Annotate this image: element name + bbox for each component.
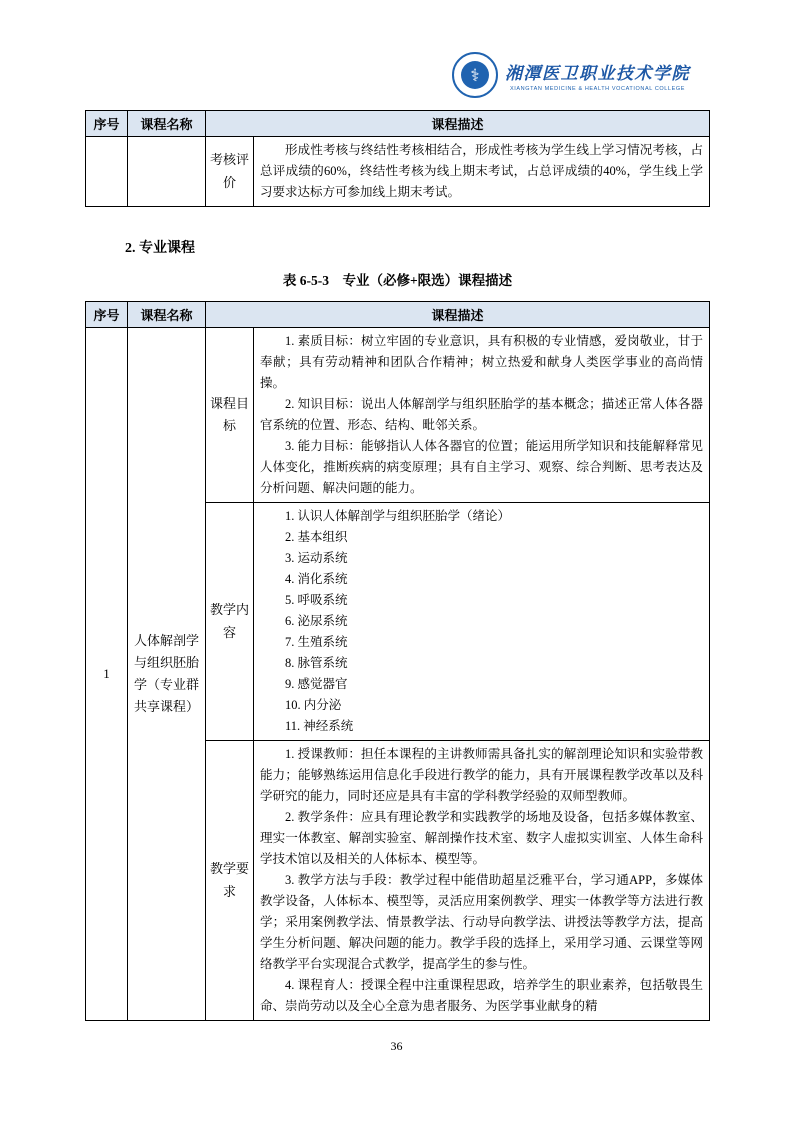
requirements-label-cell: 教学要求 xyxy=(206,741,254,1021)
content-item: 11. 神经系统 xyxy=(285,719,354,733)
content-item: 3. 运动系统 xyxy=(285,551,348,565)
content-label-cell: 教学内容 xyxy=(206,503,254,741)
table-caption: 表 6-5-3 专业（必修+限选）课程描述 xyxy=(282,273,513,288)
course-table-continued xyxy=(85,110,710,207)
objectives-row xyxy=(86,328,710,503)
assessment-text-cell xyxy=(254,137,710,207)
college-logo-text xyxy=(505,59,690,92)
header-course-description: 课程描述 xyxy=(206,111,710,137)
course-name-cell: 人体解剖学与组织胚胎学（专业群共享课程） xyxy=(128,328,206,1021)
requirements-paragraph: 1. 授课教师：担任本课程的主讲教师需具备扎实的解剖理论知识和实验带教能力；能够熟练运用信息化手段进行教学的能力，具有开展课程教学改革以及科学研究的能力，同时还应是具有丰富的学科教学经验的双师型教师。 xyxy=(260,747,703,803)
header-index: 序号 xyxy=(86,111,128,137)
content-item: 6. 泌尿系统 xyxy=(285,614,348,628)
objectives-paragraph: 3. 能力目标：能够指认人体各器官的位置；能运用所学知识和技能解释常见人体变化，推断疾病的病变原理；具有自主学习、观察、综合判断、思考表达及分析问题、解决问题的能力。 xyxy=(260,439,703,495)
content-item: 7. 生殖系统 xyxy=(285,635,348,649)
content-item: 9. 感觉器官 xyxy=(285,677,348,691)
header-course-description: 课程描述 xyxy=(206,302,710,328)
requirements-paragraph: 4. 课程育人：授课全程中注重课程思政，培养学生的职业素养，包括敬畏生命、崇尚劳动以及全心全意为患者服务、为医学事业献身的精 xyxy=(260,978,703,1013)
content-item: 8. 脉管系统 xyxy=(285,656,348,670)
header-index: 序号 xyxy=(86,302,128,328)
content-text-cell xyxy=(254,503,710,741)
objectives-text-cell xyxy=(254,328,710,503)
content-item: 10. 内分泌 xyxy=(285,698,342,712)
index-cell xyxy=(86,137,128,207)
college-name-cn: 湘潭医卫职业技术学院 xyxy=(505,63,690,83)
content-item: 4. 消化系统 xyxy=(285,572,348,586)
page-number: 36 xyxy=(390,1039,403,1053)
table-header-row xyxy=(86,302,710,328)
header-course-name: 课程名称 xyxy=(128,111,206,137)
section-heading: 2. 专业课程 xyxy=(125,241,195,256)
requirements-paragraph: 2. 教学条件：应具有理论教学和实践教学的场地及设备，包括多媒体教室、理实一体教室、解剖实验室、解剖操作技术室、数字人虚拟实训室、人体生命科学技术馆以及相关的人体标本、模型等。 xyxy=(260,810,703,866)
assessment-label-cell: 考核评价 xyxy=(206,137,254,207)
table-row xyxy=(86,137,710,207)
objectives-label-cell: 课程目标 xyxy=(206,328,254,503)
college-name-en: XIANGTAN MEDICINE & HEALTH VOCATIONAL COLLEGE xyxy=(509,85,686,92)
header-course-name: 课程名称 xyxy=(128,302,206,328)
college-emblem-icon xyxy=(452,52,498,98)
objectives-paragraph: 1. 素质目标：树立牢固的专业意识，具有积极的专业情感，爱岗敬业，甘于奉献；具有劳动精神和团队合作精神；树立热爱和献身人类医学事业的高尚情操。 xyxy=(260,334,703,390)
table-header-row xyxy=(86,111,710,137)
content-item: 1. 认识人体解剖学与组织胚胎学（绪论） xyxy=(285,509,511,523)
course-name-cell xyxy=(128,137,206,207)
requirements-text-cell xyxy=(254,741,710,1021)
index-cell: 1 xyxy=(86,328,128,1021)
professional-course-table xyxy=(85,301,710,1021)
objectives-paragraph: 2. 知识目标：说出人体解剖学与组织胚胎学的基本概念；描述正常人体各器官系统的位置、形态、结构、毗邻关系。 xyxy=(260,397,703,432)
requirements-paragraph: 3. 教学方法与手段：教学过程中能借助超星泛雅平台，学习通APP，多媒体教学设备，人体标本、模型等，灵活应用案例教学、理实一体教学等方法进行教学；采用案例教学法、情景教学法、行动导向教学法、讲授法等教学方法，提高学生分析问题、解决问题的能力。教学手段的选择上，采用学习通、云课堂等网络教学平台实现混合式教学，提高学生的参与性。 xyxy=(260,873,703,971)
content-item: 2. 基本组织 xyxy=(285,530,348,544)
assessment-paragraph: 形成性考核与终结性考核相结合，形成性考核为学生线上学习情况考核，占总评成绩的60%，终结性考核为线上期末考试，占总评成绩的40%，学生线上学习要求达标方可参加线上期末考试。 xyxy=(260,143,703,199)
college-emblem-glyph: ⚕ xyxy=(461,61,489,89)
content-item: 5. 呼吸系统 xyxy=(285,593,348,607)
college-logo xyxy=(452,52,690,98)
